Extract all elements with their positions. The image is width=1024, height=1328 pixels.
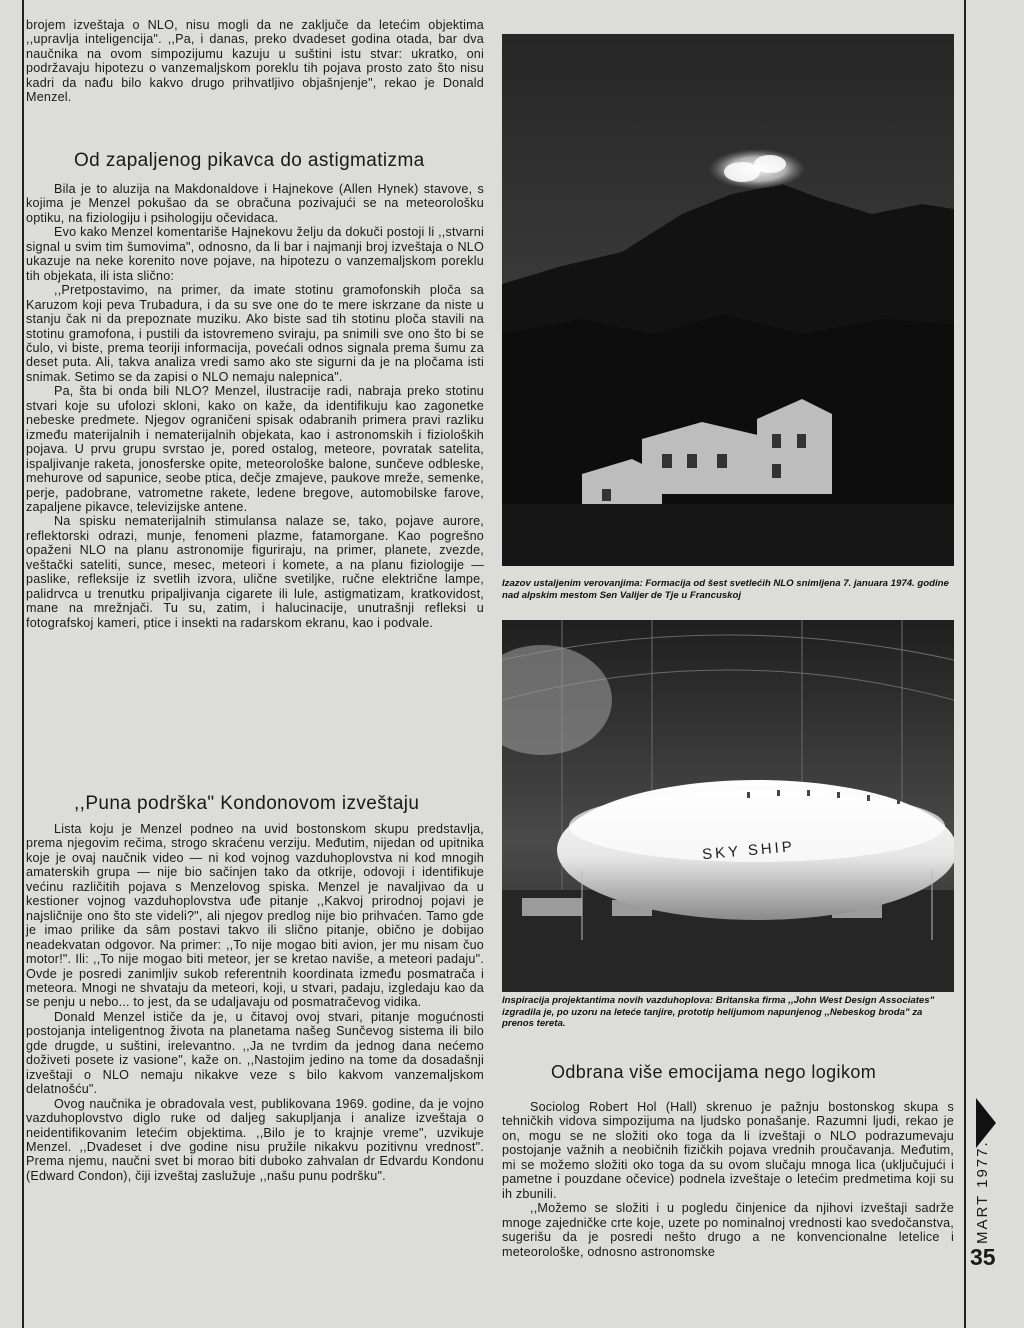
section-heading-1: Od zapaljenog pikavca do astigmatizma	[74, 150, 425, 171]
paragraph: Pa, šta bi onda bili NLO? Menzel, ilustracije radi, nabraja preko stotinu stvari koje su ufolozi skloni, kako on kaže, da identifikuju kao zagonetke nebeske predmete. Njegov ograničeni spisak odabranih primera pravi razliku između materijalnih i nematerijalnih objekata, kao i astronomskih i fizioloških pojava. U prvu grupu svrstao je, pored ostalog, meteore, povratak satelita, ispaljivanje raketa, jonosferske opite, meteorološke balone, sunčeve odbleske, mehurove od sapunice, seobe ptica, dečje zmajeve, paukove mreže, semenke, perje, padobrane, vatrometne rakete, ledene bregove, automobilske farove, zapaljene pikavce, televizijske antene.	[26, 384, 484, 514]
paragraph: Sociolog Robert Hol (Hall) skrenuo je pažnju bostonskog skupa s tehničkih vidova simpozijuma na ljudsko ponašanje. Razumni ljudi, rekao je on, mogu se ne složiti oko toga da li izveštaji o NLO podrazumevaju postojanje važnih a neobičnih fizičkih pojava vrednih proučavanja. Međutim, mi se možemo složiti oko toga da su ovom slučaju mnoga lica (uključujući i pametne i pouzdane očevice) podnela izveštaje o letećim predmetima koji su ih zbunili.	[502, 1100, 954, 1201]
issue-date: MART 1977.	[974, 1140, 991, 1244]
photo-caption-2: Inspiracija projektantima novih vazduhoplova: Britanska firma ,,John West Design Associates" izgradila je, po uzoru na leteće tanjire, prototip helijumom napunjenog ,,Nebeskog broda" za prenos tereta.	[502, 995, 935, 1029]
section-heading-3: Odbrana više emocijama nego logikom	[551, 1062, 877, 1082]
left-column-section-2	[26, 822, 484, 1183]
paragraph: Na spisku nematerijalnih stimulansa nalaze se, tako, pojave aurore, reflektorski odrazi, munje, fenomeni plazme, fatamorgane. Kao pogrešno opaženi NLO na planu astronomije figuriraju, na primer, planete, zvezde, veštački sateliti, sunce, mesec, meteori i komete, a na planu fiziologije — paslike, refleksije iz svetlih izvora, uličnе svetiljke, ručne električne lampe, palidrvca u trenutku pripaljivanja cigarete ili lule, astigmatizam, kratkovidost, mane na mrežnjači. Tu su, zatim, i halucinacije, unutrašnji refleksi u fotografskoj kameri, ptice i insekti na radarskom ekranu, kao i podvale.	[26, 514, 484, 630]
paragraph: Ovog naučnika je obradovala vest, publikovana 1969. godine, da je vojno vazduhoplovstvo diglo ruke od daljeg sakupljanja i analize izveštaja o neidentifikovanim letećim objektima. ,,Bilo je to krajnje vreme", uzvikuje Menzel. ,,Dvadeset i dve godine nisu pružile nikakvu pozitivnu vrednost". Prema njemu, naučni svet bi morao biti duboko zahvalan dr Edvardu Kondonu (Edward Condon), čiji izveštaj zaslužuje ,,našu punu podršku".	[26, 1096, 484, 1183]
ufo-night-photo-art	[502, 34, 954, 566]
paragraph: Lista koju je Menzel podneo na uvid bostonskom skupu predstavlja, prema njegovim rečima, strogo skraćenu verziju. Međutim, nijedan od upitnika koje je ovaj naučnik video — ni kod vojnog vazduhoplovstva ni kod mnogih amaterskih grupa — nije bio sačinjen tako da otkrije, odovoji i identifikuje većinu različitih pojava s Menzelovog spiska. Menzel je navaljivao da u kestioner vojnog vazduhoplovstva uđe pitanje ,,Kakvoj prirodnoj pojavi je najsličnije ono što ste videli?", ali njegov predlog nije bio prihvaćen. Tamo gde je imao prilike da sâm postavi takvo ili slično pitanje, obično je dobijao neadekvatan odgovor. Na primer: ,,To nije mogao biti avion, jer mu nisam čuo motor!". Ili: ,,To nije mogao biti meteor, jer se kretao naviše, a meteori padaju". Ovde je posredi zanimljiv sukob referentnih koordinata između posmatrača i meteora. Mnogi ne shvataju da meteori, koji, u stvari, padaju, izgledaju kao da se penju u nebo... to jest, da se udaljavaju od posmatračevog vidika.	[26, 822, 484, 1010]
paragraph: Donald Menzel ističe da je, u čitavoj ovoj stvari, pitanje mogućnosti postojanja inteligentnog života na planetama našeg Sunčevog sistema ili bilo gde drugde, u suštini, irelevantno. ,,Ja ne tvrdim da jednog dana nećemo doživeti posete iz vasione", kaže on. ,,Nastojim jedino na tome da dosadašnji izveštaji o NLO nemaju nikakve veze s bilo kakvom vanzemaljskom delatnošću".	[26, 1009, 484, 1097]
intro-paragraph: brojem izveštaja o NLO, nisu mogli da ne zaključe da letećim objektima ,,upravlja inteligencija". ,,Pa, i danas, preko dvadeset godina otada, bar dva naučnika na ovom simpozijumu kazuju u suštini istu stvar: ukratko, oni podržavaju hipotezu o vanzemaljskom poreklu tih pojava prosto zato što nisu kadri da nađu bilo kakvo drugo prihvatljivo objašnjenje", rekao je Donald Menzel.	[26, 18, 484, 105]
section-heading-2: ,,Puna podrška" Kondonovom izveštaju	[74, 793, 420, 814]
paragraph: ,,Možemo se složiti i u pogledu činjenice da njihovi izveštaji sadrže mnoge zajedničke crte koje, uzete po nominalnoj vrednosti kao svedočanstva, sugerišu da je posredi nešto drugo a ne konvencionalne letelice i meteorološke, odnosno astronomske	[502, 1201, 954, 1259]
left-column-section-1	[26, 182, 484, 630]
sky-ship-text: SKY SHIP	[701, 838, 796, 864]
right-column-section-3	[502, 1100, 954, 1259]
ufo-night-photo	[502, 34, 954, 566]
sky-ship-photo	[502, 620, 954, 992]
left-margin-rule	[22, 0, 24, 1328]
left-column-intro	[26, 18, 484, 105]
paragraph: ,,Pretpostavimo, na primer, da imate stotinu gramofonskih ploča sa Karuzom koji peva Trubadura, i da su sve one do te mere iskrzane da niste u stanju čak ni da prepoznate muziku. Ako biste sad tih stotinu ploča stavili na stotinu gramofona, i pustili da istovremeno sviraju, pa snimili sve ono što bi se čulo, vi biste, prema teoriji informacija, povećali odnos signala prema šumu za deset puta. Ali, takva analiza vredi samo ako ste sigurni da je na pločama isti snimak. Setimo se da zapisi o NLO nemaju nalepnica".	[26, 283, 484, 384]
paragraph: Evo kako Menzel komentariše Hajnekovu želju da dokuči postoji li ,,stvarni signal u svim tim šumovima", odnosno, da li bar i najmanji broj izveštaja o NLO ukazuje na neke korenito nove pojave, na hipotezu o vanzemaljskom poreklu tih objekata, ili ista slično:	[26, 225, 484, 283]
page-number: 35	[970, 1244, 996, 1270]
right-margin-rule	[964, 0, 966, 1328]
paragraph: Bila je to aluzija na Makdonaldove i Hajnekove (Allen Hynek) stavove, s kojima je Menzel pokušao da se obračuna pozivajući se na meteorološku optiku, na fiziologiju i psihologiju očevidaca.	[26, 182, 484, 225]
photo-caption-1: Izazov ustaljenim verovanjima: Formacija od šest svetlećih NLO snimljena 7. januara 1974. godine nad alpskim mestom Sen Valijer de Tje u Francuskoj	[502, 578, 949, 601]
sky-ship-photo-art	[502, 620, 954, 992]
